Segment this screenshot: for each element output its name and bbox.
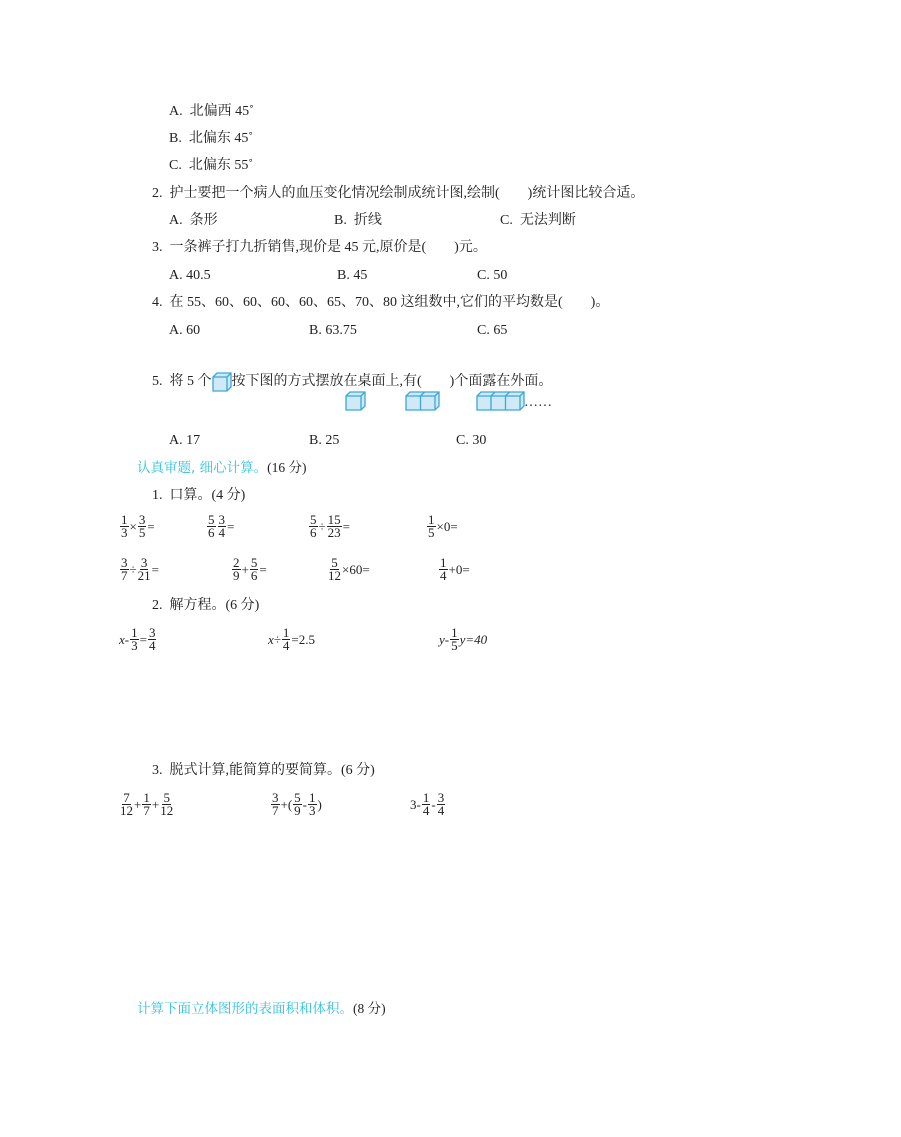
q1-option-c: C. 北偏东 55˚ [169,158,253,173]
denominator: 12 [120,803,133,818]
fraction [450,627,459,652]
math-expression [270,792,322,817]
denominator: 6 [310,525,317,540]
expression-text: ×60= [342,561,370,577]
fraction [120,514,129,539]
math-expression [327,557,370,582]
question-2: 2. 护士要把一个病人的血压变化情况绘制成统计图,绘制( )统计图比较合适。 [152,186,645,201]
numerator: 3 [138,512,146,527]
ellipsis: …… [524,395,552,410]
stepwise-title: 3. 脱式计算,能简算的要简算。(6 分) [152,763,375,778]
q1-option-b: B. 北偏东 45˚ [169,131,253,146]
expression-text: = [139,631,147,647]
numerator: 5 [310,512,317,527]
numerator: 3 [272,790,279,805]
q1-option-a: A. 北偏西 45˚ [169,104,254,119]
numerator: 1 [422,790,430,805]
numerator: 2 [233,555,240,570]
numerator: 3 [121,555,128,570]
denominator: 3 [309,803,316,818]
section-title: 认真审题, 细心计算。 [137,460,268,476]
expression-text: x- [119,631,130,647]
denominator: 12 [160,803,174,818]
three-cubes-figure [476,391,526,411]
numerator: 5 [163,790,170,805]
section-points: (8 分) [353,1001,386,1016]
math-expression [438,557,470,582]
denominator: 6 [250,568,258,583]
denominator: 12 [328,568,341,583]
numerator: 1 [131,625,138,640]
math-expression [439,627,487,652]
fraction [309,514,318,539]
expression-text: x÷ [268,631,281,647]
q2-option-b: B. 折线 [334,213,382,228]
numerator: 3 [140,555,148,570]
expression-text: = [151,561,159,577]
fraction [327,514,342,539]
denominator: 9 [233,568,240,583]
math-expression [206,514,234,539]
numerator: 5 [208,512,215,527]
q3-option-a: A. 40.5 [169,268,211,283]
equations-title: 2. 解方程。(6 分) [152,598,260,613]
fraction [250,557,259,582]
denominator: 7 [272,803,279,818]
fraction [120,792,133,817]
denominator: 9 [294,803,301,818]
expression-text: + [134,796,142,812]
q4-option-a: A. 60 [169,323,201,338]
numerator: 1 [428,512,435,527]
q3-option-b: B. 45 [337,268,368,283]
denominator: 4 [437,803,445,818]
numerator: 3 [218,512,225,527]
numerator: 5 [250,555,258,570]
math-expression [426,514,458,539]
denominator: 3 [121,525,128,540]
expression-text: ×0= [436,518,458,534]
numerator: 1 [143,790,150,805]
q2-option-a: A. 条形 [169,213,218,228]
numerator: 1 [121,512,128,527]
expression-text: - [302,796,308,812]
expression-text: +( [280,796,293,812]
expression-text: = [227,518,235,534]
numerator: 1 [309,790,316,805]
fraction [148,627,157,652]
math-expression [231,557,267,582]
math-expression [119,627,157,652]
expression-text: - [431,796,436,812]
denominator: 4 [422,803,430,818]
denominator: 5 [428,525,435,540]
expression-text: = [259,561,267,577]
section-solid-figures-heading [137,1000,386,1018]
numerator: 1 [282,625,290,640]
fraction [130,627,139,652]
denominator: 5 [451,638,458,653]
fraction [138,557,151,582]
fraction [120,557,129,582]
expression-text: y=40 [459,631,488,647]
expression-text: y- [439,631,450,647]
fraction [207,514,216,539]
cube-icon [212,372,232,392]
q3-option-c: C. 50 [477,268,508,283]
fraction [218,514,227,539]
expression-text: = [147,518,155,534]
numerator: 1 [440,555,447,570]
question-4: 4. 在 55、60、60、60、60、65、70、80 这组数中,它们的平均数是( )。 [152,295,610,310]
expression-text: =2.5 [291,631,315,647]
fraction [427,514,436,539]
expression-text: + [241,561,249,577]
fraction [308,792,317,817]
denominator: 5 [138,525,146,540]
math-expression [119,792,174,817]
expression-text: +0= [448,561,470,577]
denominator: 4 [148,638,156,653]
numerator: 1 [451,625,458,640]
numerator: 7 [123,790,130,805]
expression-text: 3- [410,796,421,812]
denominator: 6 [208,525,215,540]
expression-text: ÷ [129,561,137,577]
denominator: 4 [218,525,225,540]
fraction [232,557,241,582]
math-expression [308,514,350,539]
q5-option-b: B. 25 [309,433,340,448]
numerator: 3 [148,625,156,640]
expression-text: ) [317,796,322,812]
fraction [328,557,341,582]
math-expression [268,627,315,652]
denominator: 7 [121,568,128,583]
two-cubes-figure [405,391,441,411]
numerator: 3 [437,790,445,805]
math-expression [410,792,446,817]
fraction [439,557,448,582]
math-expression [119,557,159,582]
q2-option-c: C. 无法判断 [500,213,576,228]
math-expression [119,514,155,539]
denominator: 3 [131,638,138,653]
fraction [293,792,302,817]
q5-option-a: A. 17 [169,433,201,448]
numerator: 5 [294,790,301,805]
fraction [271,792,280,817]
question-3: 3. 一条裤子打九折销售,现价是 45 元,原价是( )元。 [152,240,487,255]
fraction [160,792,173,817]
denominator: 4 [282,638,290,653]
section-title: 计算下面立体图形的表面积和体积。 [137,1001,353,1017]
expression-text: × [129,518,137,534]
expression-text: ÷ [318,518,326,534]
fraction [138,514,147,539]
numerator: 5 [331,555,338,570]
fraction [437,792,446,817]
denominator: 4 [440,568,447,583]
q4-option-c: C. 65 [477,323,508,338]
q5-text-post: 按下图的方式摆放在桌面上,有( )个面露在外面。 [231,374,553,390]
denominator: 7 [143,803,150,818]
one-cube-figure [345,391,367,411]
fraction [422,792,431,817]
section-calculation-heading [137,459,306,477]
fraction [142,792,151,817]
numerator: 15 [327,512,341,527]
denominator: 21 [137,568,151,583]
question-5 [152,354,552,392]
denominator: 23 [327,525,341,540]
oral-title: 1. 口算。(4 分) [152,488,246,503]
section-points: (16 分) [267,460,307,475]
q5-text-pre: 5. 将 5 个 [152,374,212,390]
expression-text: + [151,796,160,812]
fraction [282,627,291,652]
q5-option-c: C. 30 [456,433,487,448]
q4-option-b: B. 63.75 [309,323,357,338]
expression-text: = [342,518,350,534]
